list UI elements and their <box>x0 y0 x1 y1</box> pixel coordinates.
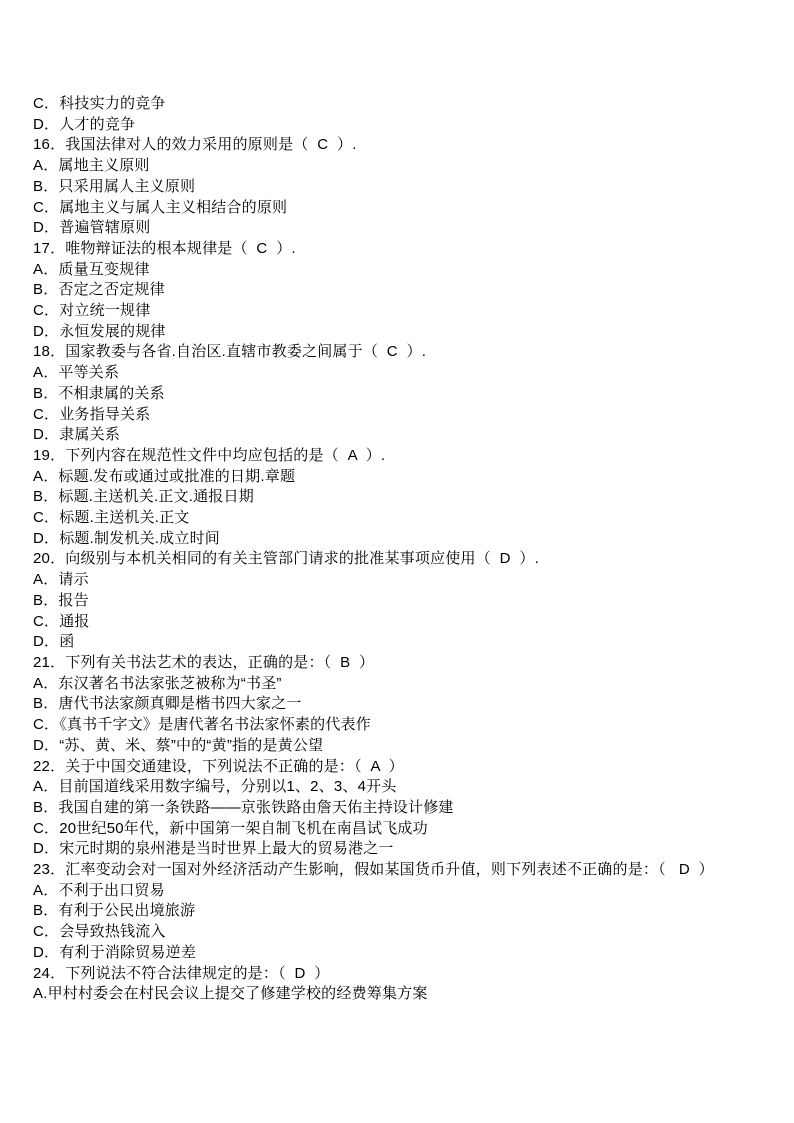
text-line: A．平等关系 <box>33 364 120 382</box>
text-line: C．属地主义与属人主义相结合的原则 <box>33 198 288 216</box>
text-line: A．不利于出口贸易 <box>33 881 165 899</box>
text-line: C．通报 <box>33 612 90 630</box>
text-line: D．永恒发展的规律 <box>33 322 166 340</box>
text-line: D．标题.制发机关.成立时间 <box>33 529 220 547</box>
text-line: 20．向级别与本机关相同的有关主管部门请求的批准某事项应使用（ D ）. <box>33 550 539 568</box>
text-line: D．宋元时期的泉州港是当时世界上最大的贸易港之一 <box>33 840 394 858</box>
text-line: 23．汇率变动会对一国对外经济活动产生影响，假如某国货币升值，则下列表述不正确的是：（ D ） <box>33 861 714 879</box>
text-line: A．东汉著名书法家张芝被称为“书圣” <box>33 674 282 692</box>
text-line: 17．唯物辩证法的根本规律是（ C ）. <box>33 239 296 257</box>
text-line: 24．下列说法不符合法律规定的是：（ D ） <box>33 964 330 982</box>
text-line: A.甲村村委会在村民会议上提交了修建学校的经费筹集方案 <box>33 985 428 1003</box>
text-line: D．人才的竞争 <box>33 115 136 133</box>
text-line: B．唐代书法家颜真卿是楷书四大家之一 <box>33 695 302 713</box>
text-line: A．质量互变规律 <box>33 260 150 278</box>
text-line: B．我国自建的第一条铁路——京张铁路由詹天佑主持设计修建 <box>33 798 454 816</box>
text-line: C．业务指导关系 <box>33 405 151 423</box>
text-line: B．否定之否定规律 <box>33 281 165 299</box>
text-line: B．报告 <box>33 591 89 609</box>
text-line: B．有利于公民出境旅游 <box>33 902 196 920</box>
text-line: D．有利于消除贸易逆差 <box>33 943 197 961</box>
text-line: C．科技实力的竞争 <box>33 95 166 112</box>
text-line: 22．关于中国交通建设，下列说法不正确的是：（ A ） <box>33 757 404 775</box>
text-line: A．目前国道线采用数字编号，分别以1、2、3、4开头 <box>33 778 397 796</box>
text-line: A．属地主义原则 <box>33 157 150 175</box>
text-line: A．标题.发布或通过或批准的日期.章题 <box>33 467 296 485</box>
text-line: D．隶属关系 <box>33 426 121 444</box>
text-line: C．会导致热钱流入 <box>33 923 166 941</box>
text-line: B．只采用属人主义原则 <box>33 177 196 195</box>
text-line: D．函 <box>33 633 75 651</box>
text-line: C．《真书千字文》是唐代著名书法家怀素的代表作 <box>33 716 371 734</box>
text-line: B．不相隶属的关系 <box>33 384 165 402</box>
document-lines <box>33 94 778 1005</box>
text-line: 21．下列有关书法艺术的表达，正确的是：（ B ） <box>33 653 375 671</box>
text-line: C．20世纪50年代，新中国第一架自制飞机在南昌试飞成功 <box>33 819 428 837</box>
text-line: D．“苏、黄、米、蔡”中的“黄”指的是黄公望 <box>33 736 324 754</box>
text-line: 16．我国法律对人的效力采用的原则是（ C ）. <box>33 136 357 154</box>
text-line: 18．国家教委与各省.自治区.直辖市教委之间属于（ C ）. <box>33 343 427 361</box>
text-line: 19．下列内容在规范性文件中均应包括的是（ A ）. <box>33 446 386 464</box>
text-line: D．普遍管辖原则 <box>33 219 151 237</box>
text-line: C．对立统一规律 <box>33 302 151 320</box>
text-line: A．请示 <box>33 571 89 589</box>
text-line: C．标题.主送机关.正文 <box>33 509 190 527</box>
text-line: B．标题.主送机关.正文.通报日期 <box>33 488 254 506</box>
